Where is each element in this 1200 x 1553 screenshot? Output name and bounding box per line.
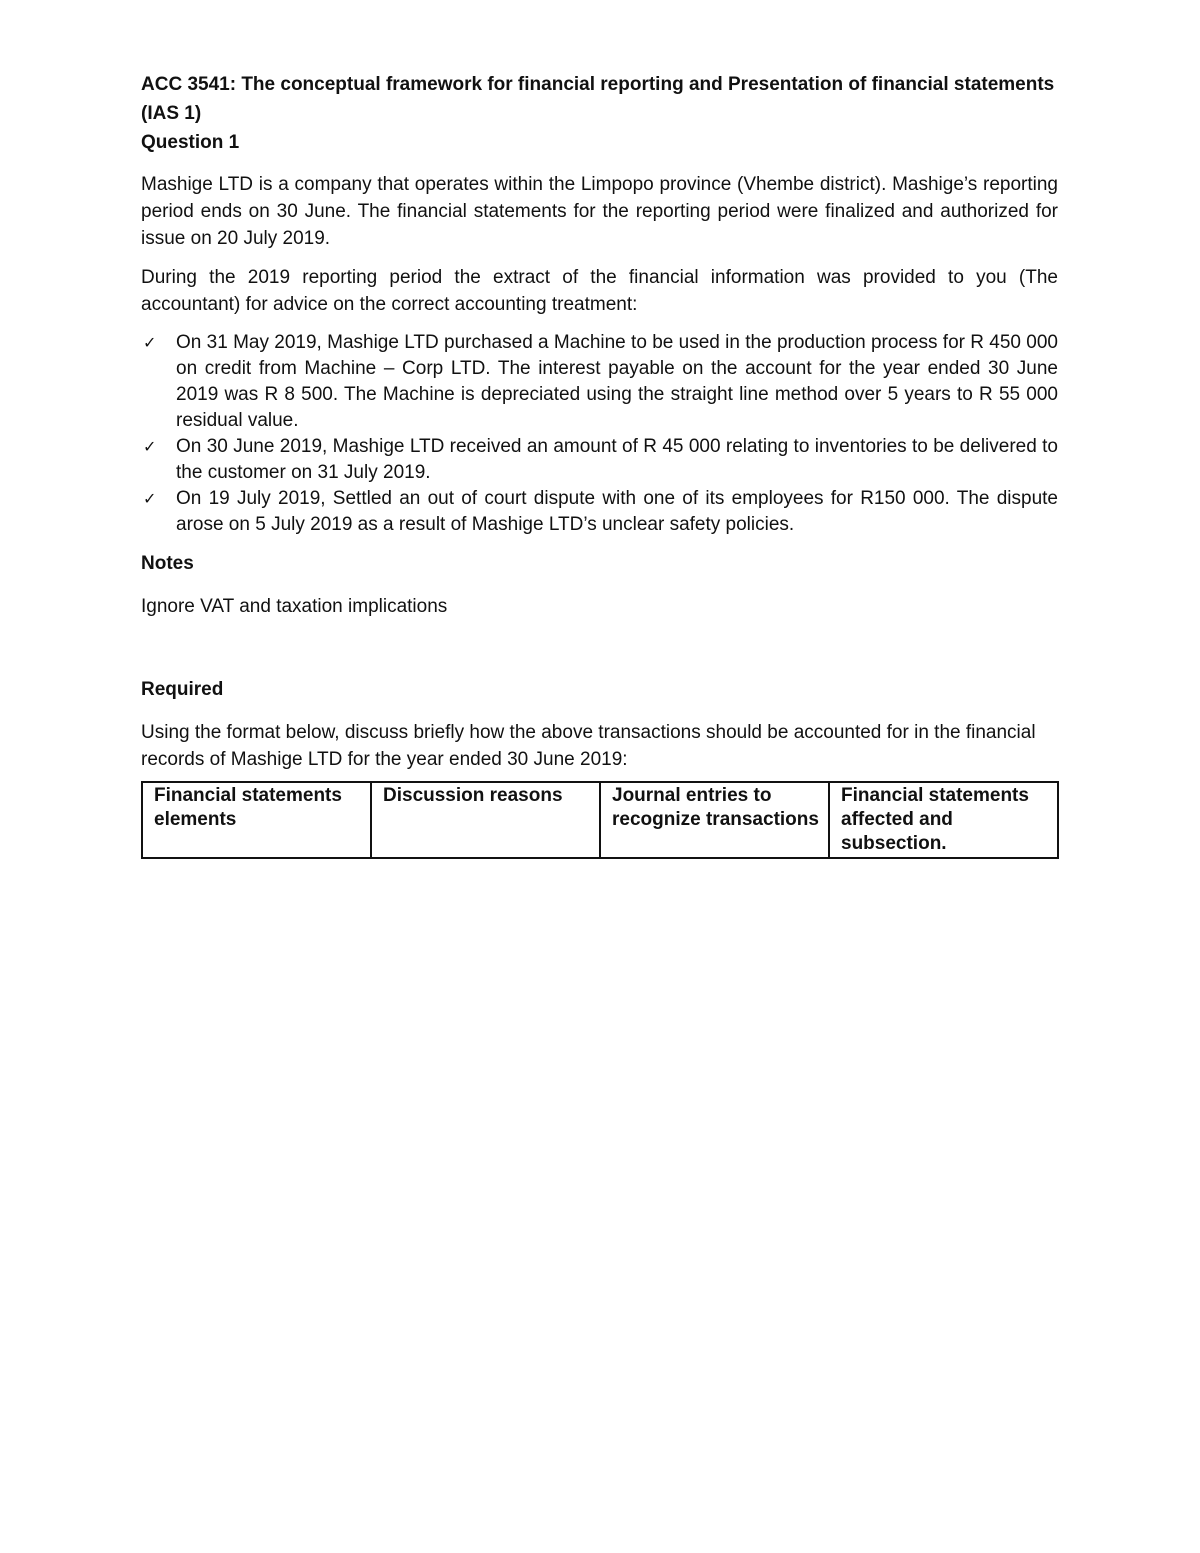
spacer <box>141 632 1058 676</box>
check-mark-icon: ✓ <box>143 489 157 508</box>
notes-heading: Notes <box>141 553 194 574</box>
notes-text: Ignore VAT and taxation implications <box>141 596 448 617</box>
list-item-text: On 30 June 2019, Mashige LTD received an amount of R 45 000 relating to inventories to be delivered to the customer on 31 July 2019. <box>176 436 1058 483</box>
table-header-cell: Financial statements elements <box>142 782 371 858</box>
intro-paragraph: Mashige LTD is a company that operates within the Limpopo province (Vhembe district). Mashige’s reporting period ends on 30 June. The financial statements for the reporting period were finalized and authorized for issue on 20 July 2019. <box>141 174 1058 249</box>
table-header-row <box>142 782 1058 858</box>
required-heading: Required <box>141 679 224 700</box>
question-heading: Question 1 <box>141 132 240 153</box>
list-item-text: On 31 May 2019, Mashige LTD purchased a Machine to be used in the production process for R 450 000 on credit from Machine – Corp LTD. The interest payable on the account for the year ended 30 June 2019 was R 8 500. The Machine is depreciated using the straight line method over 5 years to R 55 000 residual value. <box>176 332 1058 431</box>
list-item <box>141 434 1058 486</box>
document-page <box>141 70 1058 859</box>
required-text: Using the format below, discuss briefly how the above transactions should be accounted for in the financial records of Mashige LTD for the year ended 30 June 2019: <box>141 722 1036 770</box>
list-item-text: On 19 July 2019, Settled an out of court dispute with one of its employees for R150 000. The dispute arose on 5 July 2019 as a result of Mashige LTD’s unclear safety policies. <box>176 488 1058 535</box>
transaction-list <box>141 330 1058 538</box>
answer-format-table <box>141 781 1059 859</box>
table-header-cell: Financial statements affected and subsection. <box>829 782 1058 858</box>
list-item <box>141 486 1058 538</box>
table-header-cell: Journal entries to recognize transactions <box>600 782 829 858</box>
document-title: ACC 3541: The conceptual framework for financial reporting and Presentation of financial statements (IAS 1) <box>141 74 1055 124</box>
list-item <box>141 330 1058 434</box>
context-paragraph: During the 2019 reporting period the extract of the financial information was provided to you (The accountant) for advice on the correct accounting treatment: <box>141 267 1058 315</box>
table-header-cell: Discussion reasons <box>371 782 600 858</box>
check-mark-icon: ✓ <box>143 437 157 456</box>
check-mark-icon: ✓ <box>143 333 157 352</box>
